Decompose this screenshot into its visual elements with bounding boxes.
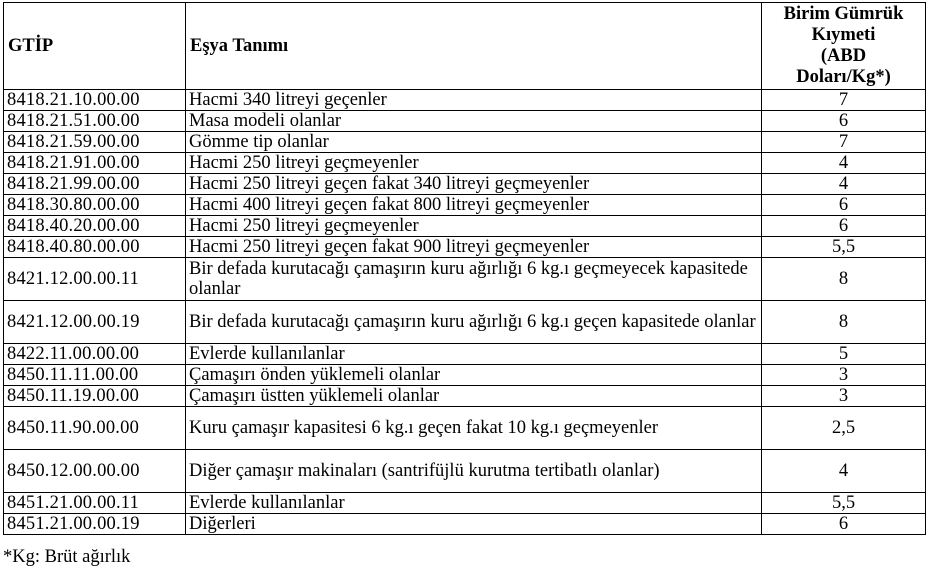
header-unit-value-line: Doları/Kg*): [796, 67, 891, 87]
gtip-code: 8418.21.51.00.00: [4, 111, 186, 132]
header-unit-value-line: Birim Gümrük: [783, 4, 904, 24]
customs-value-table: [3, 2, 926, 535]
item-description: Evlerde kullanılanlar: [186, 344, 762, 365]
gtip-code: 8450.12.00.00.00: [4, 450, 186, 493]
item-description: Hacmi 250 litreyi geçen fakat 900 litreyi geçmeyenler: [186, 237, 762, 258]
unit-value: 3: [762, 386, 926, 407]
gtip-code: 8418.21.99.00.00: [4, 174, 186, 195]
unit-value: 4: [762, 450, 926, 493]
gtip-code: 8450.11.90.00.00: [4, 407, 186, 450]
item-description: Hacmi 250 litreyi geçen fakat 340 litreyi geçmeyenler: [186, 174, 762, 195]
unit-value: 8: [762, 301, 926, 344]
table-row: [4, 365, 926, 386]
unit-value: 3: [762, 365, 926, 386]
table-row: [4, 174, 926, 195]
unit-value: 5: [762, 344, 926, 365]
gtip-code: 8421.12.00.00.11: [4, 258, 186, 301]
table-row: [4, 216, 926, 237]
item-description: Gömme tip olanlar: [186, 132, 762, 153]
unit-value: 6: [762, 216, 926, 237]
item-description: Hacmi 340 litreyi geçenler: [186, 90, 762, 111]
unit-value: 4: [762, 174, 926, 195]
item-description: Bir defada kurutacağı çamaşırın kuru ağırlığı 6 kg.ı geçen kapasitede olanlar: [186, 301, 762, 344]
header-unit-value: [762, 3, 926, 90]
header-unit-value-line: (ABD: [820, 46, 867, 66]
table-row: [4, 258, 926, 301]
header-gtip: GTİP: [4, 3, 186, 90]
gtip-code: 8421.12.00.00.19: [4, 301, 186, 344]
table-row: [4, 450, 926, 493]
unit-value: 6: [762, 195, 926, 216]
item-description: Bir defada kurutacağı çamaşırın kuru ağırlığı 6 kg.ı geçmeyecek kapasitede olanlar: [186, 258, 762, 301]
item-description: Hacmi 400 litreyi geçen fakat 800 litreyi geçmeyenler: [186, 195, 762, 216]
table-row: [4, 111, 926, 132]
table-row: [4, 407, 926, 450]
item-description: Kuru çamaşır kapasitesi 6 kg.ı geçen fakat 10 kg.ı geçmeyenler: [186, 407, 762, 450]
item-description: Diğerleri: [186, 514, 762, 535]
table-row: [4, 301, 926, 344]
item-description: Evlerde kullanılanlar: [186, 493, 762, 514]
gtip-code: 8422.11.00.00.00: [4, 344, 186, 365]
unit-value: 5,5: [762, 237, 926, 258]
unit-value: 6: [762, 514, 926, 535]
gtip-code: 8418.40.20.00.00: [4, 216, 186, 237]
gtip-code: 8451.21.00.00.19: [4, 514, 186, 535]
table-row: [4, 344, 926, 365]
gtip-code: 8451.21.00.00.11: [4, 493, 186, 514]
header-description: Eşya Tanımı: [186, 3, 762, 90]
table-row: [4, 237, 926, 258]
gtip-code: 8418.30.80.00.00: [4, 195, 186, 216]
unit-value: 8: [762, 258, 926, 301]
gtip-code: 8418.21.10.00.00: [4, 90, 186, 111]
footnote: *Kg: Brüt ağırlık: [3, 547, 131, 567]
item-description: Çamaşırı üstten yüklemeli olanlar: [186, 386, 762, 407]
unit-value: 6: [762, 111, 926, 132]
gtip-code: 8450.11.11.00.00: [4, 365, 186, 386]
table-row: [4, 514, 926, 535]
unit-value: 4: [762, 153, 926, 174]
table-row: [4, 90, 926, 111]
table-row: [4, 493, 926, 514]
item-description: Hacmi 250 litreyi geçmeyenler: [186, 153, 762, 174]
item-description: Çamaşırı önden yüklemeli olanlar: [186, 365, 762, 386]
table-header-row: [4, 3, 926, 90]
gtip-code: 8418.40.80.00.00: [4, 237, 186, 258]
table-row: [4, 386, 926, 407]
item-description: Masa modeli olanlar: [186, 111, 762, 132]
table-row: [4, 195, 926, 216]
item-description: Diğer çamaşır makinaları (santrifüjlü kurutma tertibatlı olanlar): [186, 450, 762, 493]
table-row: [4, 153, 926, 174]
item-description: Hacmi 250 litreyi geçmeyenler: [186, 216, 762, 237]
gtip-code: 8450.11.19.00.00: [4, 386, 186, 407]
unit-value: 7: [762, 132, 926, 153]
gtip-code: 8418.21.59.00.00: [4, 132, 186, 153]
unit-value: 2,5: [762, 407, 926, 450]
gtip-code: 8418.21.91.00.00: [4, 153, 186, 174]
unit-value: 7: [762, 90, 926, 111]
table-row: [4, 132, 926, 153]
unit-value: 5,5: [762, 493, 926, 514]
header-unit-value-line: Kıymeti: [811, 25, 876, 45]
